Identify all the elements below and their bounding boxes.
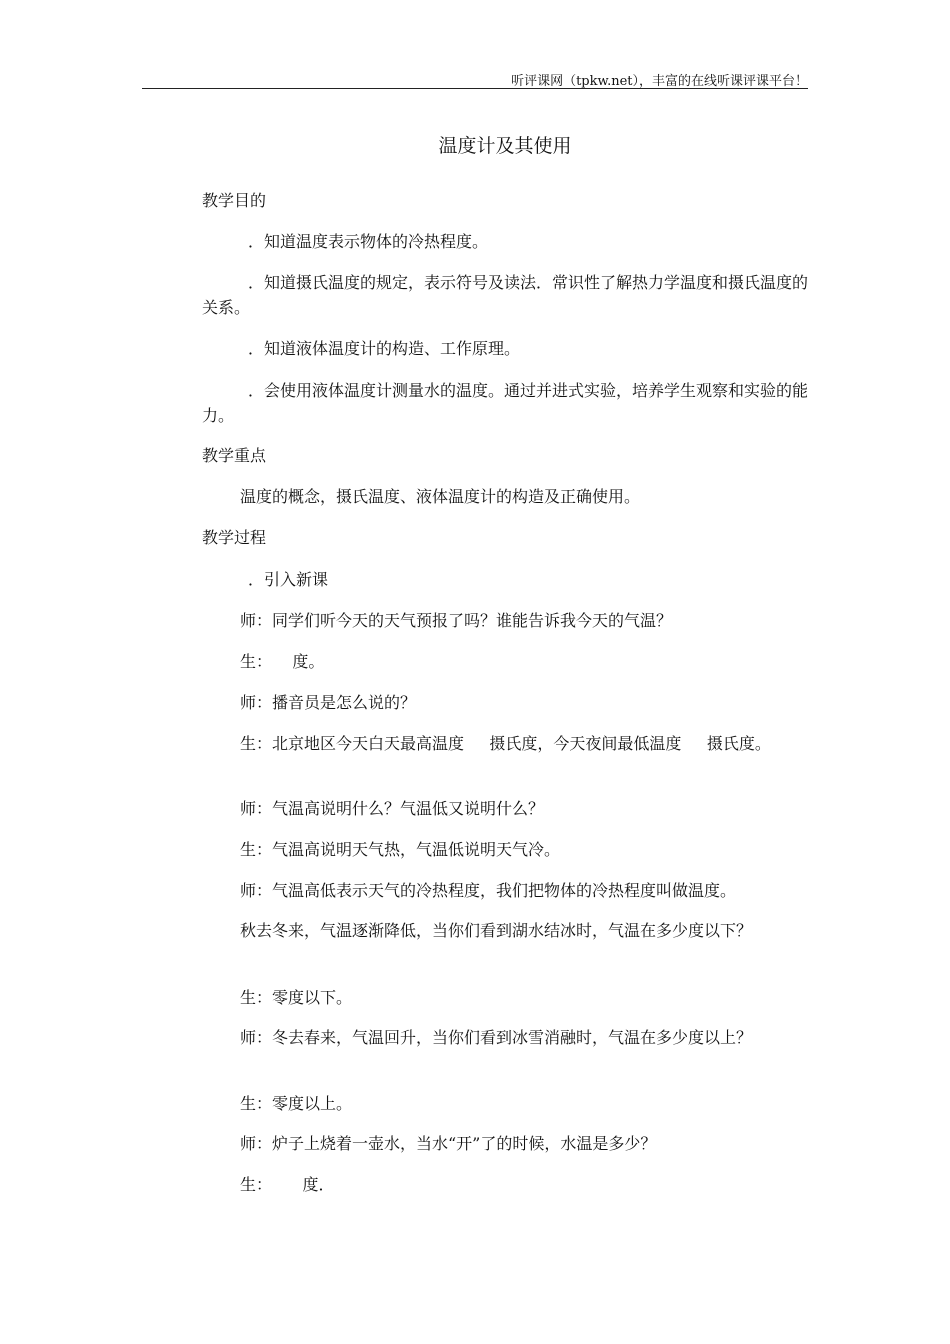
process-line: 师：冬去春来，气温回升，当你们看到冰雪消融时，气温在多少度以上？ <box>240 1028 753 1047</box>
process-line: 生：零度以下。 <box>240 988 353 1007</box>
process-line: 生：气温高说明天气热，气温低说明天气冷。 <box>240 840 561 859</box>
process-line: 师：同学们听今天的天气预报了吗？谁能告诉我今天的气温？ <box>240 611 673 630</box>
process-line: 生：北京地区今天白天最高温度 摄氏度，今天夜间最低温度 摄氏度。 <box>240 734 771 753</box>
document-title: 温度计及其使用 <box>438 135 572 157</box>
process-line: 师：气温高低表示天气的冷热程度，我们把物体的冷热程度叫做温度。 <box>240 881 737 900</box>
objective-item: ．知道温度表示物体的冷热程度。 <box>248 232 489 251</box>
process-line: 秋去冬来，气温逐渐降低，当你们看到湖水结冰时，气温在多少度以下？ <box>240 921 753 940</box>
header-divider <box>142 88 808 89</box>
process-line: 师：炉子上烧着一壶水，当水“开”了的时候，水温是多少？ <box>240 1134 657 1153</box>
process-line: 师：气温高说明什么？气温低又说明什么？ <box>240 799 545 818</box>
process-line: 师：播音员是怎么说的？ <box>240 693 417 712</box>
process-line: 生： 度． <box>240 1175 335 1194</box>
objective-item: ．知道摄氏温度的规定，表示符号及读法．常识性了解热力学温度和摄氏温度的关系。 <box>202 273 809 317</box>
process-line: ．引入新课 <box>248 570 329 589</box>
objective-item: ．会使用液体温度计测量水的温度。通过并进式实验，培养学生观察和实验的能力。 <box>202 381 809 425</box>
header-text: 听评课网（tpkw.net），丰富的在线听课评课平台！ <box>511 74 808 89</box>
process-line: 生： 度。 <box>240 652 325 671</box>
objective-item: ．知道液体温度计的构造、工作原理。 <box>248 339 521 358</box>
key-points-heading: 教学重点 <box>202 446 267 465</box>
key-points-text: 温度的概念，摄氏温度、液体温度计的构造及正确使用。 <box>240 487 641 506</box>
process-heading: 教学过程 <box>202 528 267 547</box>
process-line: 生：零度以上。 <box>240 1094 353 1113</box>
objectives-heading: 教学目的 <box>202 191 267 210</box>
